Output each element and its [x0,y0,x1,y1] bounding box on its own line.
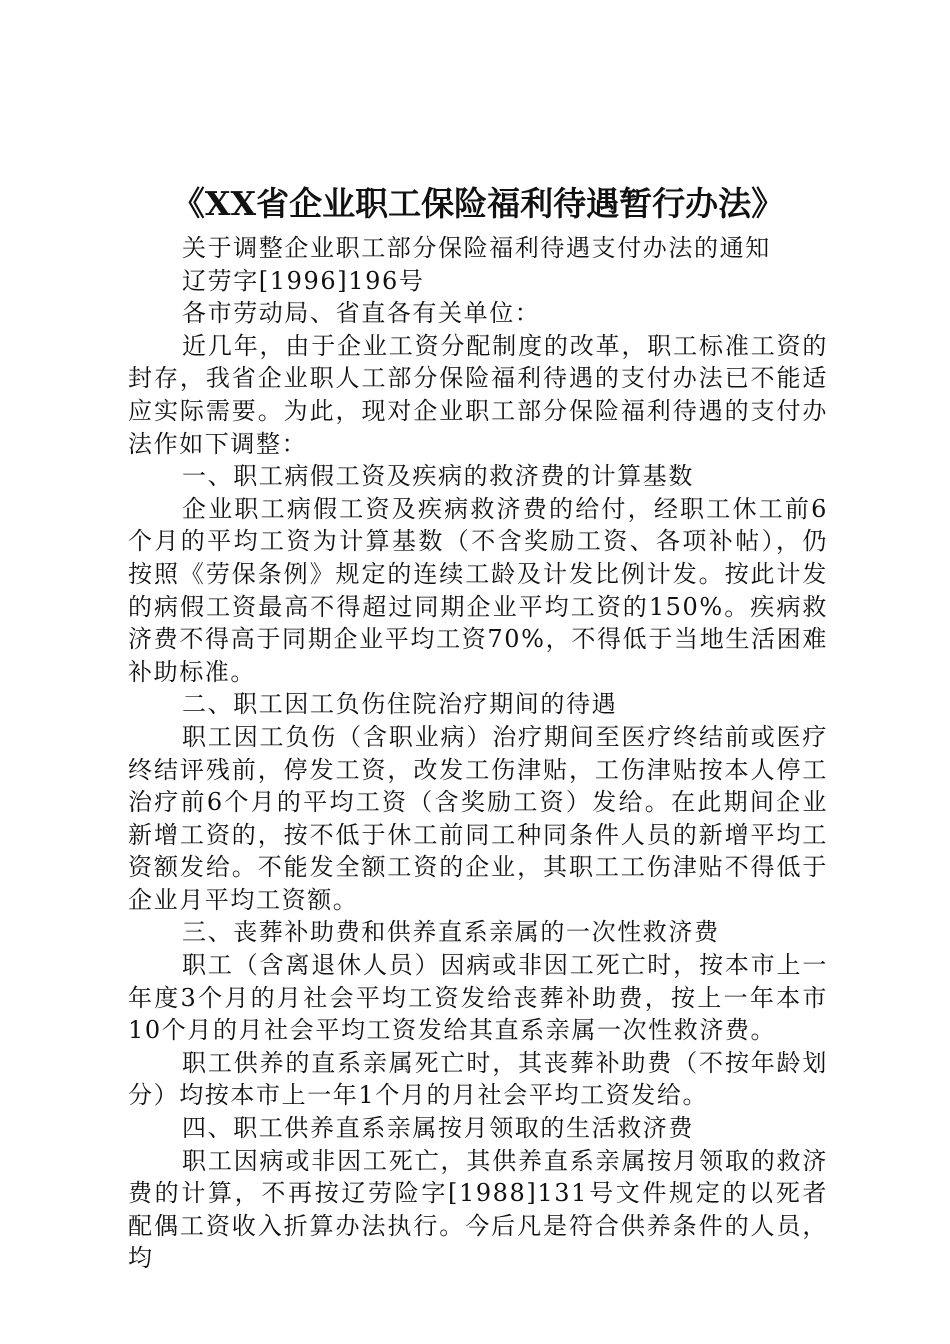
section-heading-2: 二、职工因工负伤住院治疗期间的待遇 [182,690,618,719]
section-body-1: 企业职工病假工资及疾病救济费的给付，经职工休工前6个月的平均工资为计算基数（不含奖励工资、各项补帖），仍按照《劳保条例》规定的连续工龄及计发比例计发。按此计发的病假工资最高不得超过同期企业平均工资的150%。疾病救济费不得高于同期企业平均工资70%，不得低于当地生活困难补助标准。 [128,494,828,686]
notice-title: 关于调整企业职工部分保险福利待遇支付办法的通知 [182,234,771,262]
section-heading-3: 三、丧葬补助费和供养直系亲属的一次性救济费 [182,918,720,947]
section-body-4: 职工因病或非因工死亡，其供养直系亲属按月领取的救济费的计算，不再按辽劳险字[1988]131号文件规定的以死者配偶工资收入折算办法执行。今后凡是符合供养条件的人员，均 [128,1146,828,1273]
document-title: 《XX省企业职工保险福利待遇暂行办法》 [171,184,785,223]
section-body-2: 职工因工负伤（含职业病）治疗期间至医疗终结前或医疗终结评残前，停发工资，改发工伤津贴，工伤津贴按本人停工治疗前6个月的平均工资（含奖励工资）发给。在此期间企业新增工资的，按不低于休工前同工种同条件人员的新增平均工资额发给。不能发全额工资的企业，其职工工伤津贴不得低于企业月平均工资额。 [128,722,828,914]
addressee: 各市劳动局、省直各有关单位： [182,299,541,328]
section-body-3b: 职工供养的直系亲属死亡时，其丧葬补助费（不按年龄划分）均按本市上一年1个月的月社会平均工资发给。 [128,1048,828,1110]
section-heading-4: 四、职工供养直系亲属按月领取的生活救济费 [182,1114,694,1143]
section-heading-1: 一、职工病假工资及疾病的救济费的计算基数 [182,462,694,491]
intro-paragraph: 近几年，由于企业工资分配制度的改革，职工标准工资的封存，我省企业职人工部分保险福利待遇的支付办法已不能适应实际需要。为此，现对企业职工部分保险福利待遇的支付办法作如下调整： [128,331,828,458]
document-page [128,182,828,1275]
section-body-3a: 职工（含离退休人员）因病或非因工死亡时，按本市上一年度3个月的月社会平均工资发给丧葬补助费，按上一年本市10个月的月社会平均工资发给其直系亲属一次性救济费。 [128,951,828,1045]
document-number: 辽劳字[1996]196号 [182,266,425,295]
